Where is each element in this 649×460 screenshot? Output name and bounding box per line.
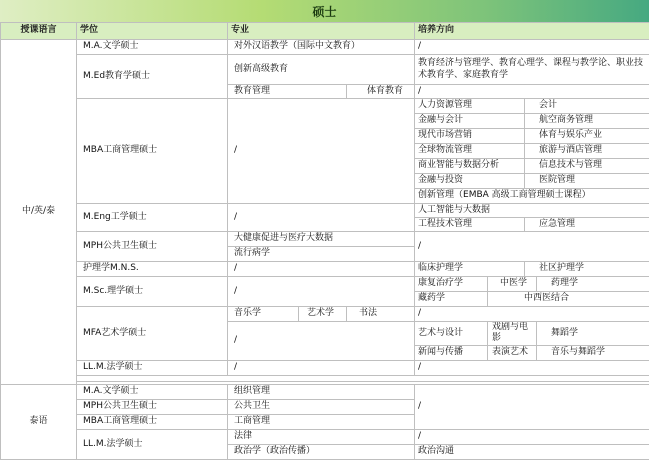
major-cell: 艺术学	[299, 307, 347, 322]
direction-cell: 工程技术管理	[415, 218, 525, 232]
major-cell: /	[228, 99, 415, 204]
lang-cell: 泰语	[1, 385, 77, 460]
major-cell: 组织管理	[228, 385, 415, 400]
direction-cell: 社区护理学	[525, 262, 649, 277]
major-cell: 流行病学	[228, 247, 415, 262]
direction-cell: 艺术与设计	[415, 322, 488, 346]
direction-cell: 商业智能与数据分析	[415, 159, 525, 174]
header-major: 专业	[228, 23, 415, 40]
degree-cell: MPH公共卫生硕士	[77, 232, 228, 262]
degree-cell: LL.M.法学硕士	[77, 430, 228, 460]
major-cell: 公共卫生	[228, 400, 415, 415]
direction-cell: 中西医结合	[488, 292, 649, 307]
header-direction: 培养方向	[415, 23, 649, 40]
direction-cell: 航空商务管理	[525, 114, 649, 129]
major-cell: 音乐学	[228, 307, 299, 322]
major-cell: /	[228, 360, 415, 375]
degree-cell: M.A.文学硕士	[77, 40, 228, 55]
major-cell: 对外汉语教学（国际中文教育）	[228, 40, 415, 55]
major-cell: /	[228, 322, 415, 361]
direction-cell: 金融与投资	[415, 174, 525, 189]
major-cell: 创新高级教育	[228, 55, 415, 85]
major-cell: /	[228, 262, 415, 277]
direction-cell: /	[415, 307, 649, 322]
direction-cell: 表演艺术	[488, 345, 537, 360]
major-cell: 法律	[228, 430, 415, 445]
direction-cell: 新闻与传播	[415, 345, 488, 360]
direction-cell: 创新管理（EMBA 高级工商管理硕士课程）	[415, 189, 649, 204]
table-row	[1, 430, 649, 445]
page-title: 硕士	[312, 4, 337, 19]
direction-cell: 旅游与酒店管理	[525, 144, 649, 159]
direction-cell: 舞蹈学	[537, 322, 649, 346]
major-cell: /	[228, 204, 415, 232]
direction-cell: /	[415, 385, 649, 430]
table-row	[1, 307, 649, 322]
direction-cell: 应急管理	[525, 218, 649, 232]
degree-cell: M.Ed教育学硕士	[77, 55, 228, 99]
direction-cell: 会计	[525, 99, 649, 114]
direction-cell: 教育经济与管理学、教育心理学、课程与教学论、职业技术教育学、家庭教育学	[415, 55, 649, 85]
direction-cell: /	[415, 360, 649, 375]
major-cell: 工商管理	[228, 415, 415, 430]
direction-cell: 信息技术与管理	[525, 159, 649, 174]
direction-cell: 人力资源管理	[415, 99, 525, 114]
degree-cell: M.Sc.理学硕士	[77, 277, 228, 307]
table-row	[1, 262, 649, 277]
degree-cell: MBA工商管理硕士	[77, 99, 228, 204]
page-title-banner	[0, 0, 649, 22]
table-row	[1, 204, 649, 218]
direction-cell: /	[415, 40, 649, 55]
major-cell: 教育管理	[228, 85, 347, 99]
table-row	[1, 385, 649, 400]
direction-cell: /	[415, 85, 649, 99]
table-header-row	[1, 23, 649, 40]
direction-cell: 政治沟通	[415, 445, 649, 460]
direction-cell: 藏药学	[415, 292, 488, 307]
major-cell: 大健康促进与医疗大数据	[228, 232, 415, 247]
direction-cell: 金融与会计	[415, 114, 525, 129]
table-row	[1, 55, 649, 85]
table-row	[1, 277, 649, 292]
degree-cell: MPH公共卫生硕士	[77, 400, 228, 415]
direction-cell: 全球物流管理	[415, 144, 525, 159]
degree-cell: M.A.文学硕士	[77, 385, 228, 400]
degree-table	[0, 22, 649, 460]
direction-cell: /	[415, 232, 649, 262]
direction-cell: 医院管理	[525, 174, 649, 189]
direction-cell: 戏剧与电影	[488, 322, 537, 346]
table-row	[1, 232, 649, 247]
direction-cell: 人工智能与大数据	[415, 204, 649, 218]
degree-cell: MFA艺术学硕士	[77, 307, 228, 361]
degree-cell: MBA工商管理硕士	[77, 415, 228, 430]
direction-cell: 体育与娱乐产业	[525, 129, 649, 144]
direction-cell: 临床护理学	[415, 262, 525, 277]
header-lang: 授课语言	[1, 23, 77, 40]
table-row	[1, 40, 649, 55]
header-degree: 学位	[77, 23, 228, 40]
degree-cell: LL.M.法学硕士	[77, 360, 228, 375]
major-cell: 体育教育	[347, 85, 415, 99]
table-row	[1, 360, 649, 375]
direction-cell: 康复治疗学	[415, 277, 488, 292]
degree-cell: M.Eng工学硕士	[77, 204, 228, 232]
direction-cell: 药理学	[537, 277, 649, 292]
major-cell: /	[228, 277, 415, 307]
direction-cell: 现代市场营销	[415, 129, 525, 144]
lang-cell: 中/英/泰	[1, 40, 77, 385]
table-row	[1, 99, 649, 114]
direction-cell: /	[415, 430, 649, 445]
direction-cell: 音乐与舞蹈学	[537, 345, 649, 360]
major-cell: 政治学（政治传播）	[228, 445, 415, 460]
degree-cell: 护理学M.N.S.	[77, 262, 228, 277]
direction-cell: 中医学	[488, 277, 537, 292]
major-cell: 书法	[347, 307, 415, 322]
